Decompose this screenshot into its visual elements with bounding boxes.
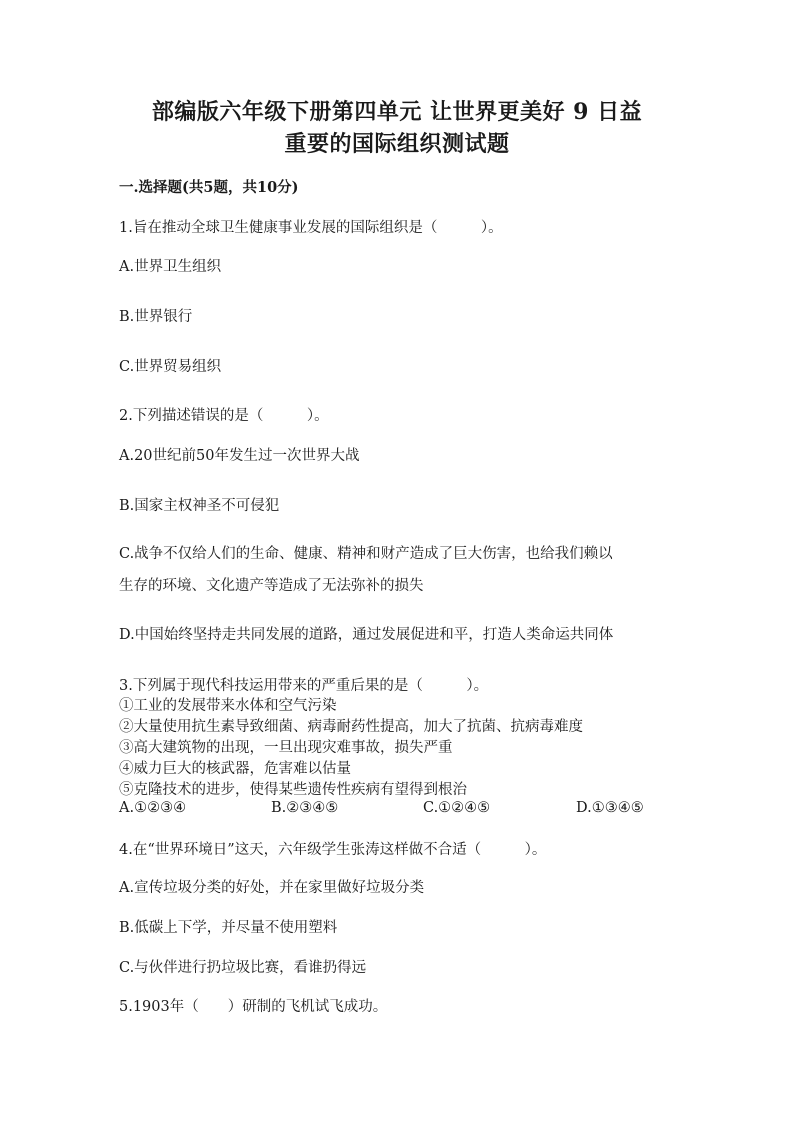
question-2-option-a: A.20世纪前50年发生过一次世界大战 xyxy=(119,448,360,464)
question-1-stem: 1.旨在推动全球卫生健康事业发展的国际组织是（ ）。 xyxy=(119,220,503,236)
question-3-option-a: A.①②③④ xyxy=(119,800,187,816)
question-3-option-b: B.②③④⑤ xyxy=(271,800,339,816)
question-2-option-c-line-1: C.战争不仅给人们的生命、健康、精神和财产造成了巨大伤害，也给我们赖以 xyxy=(119,546,613,562)
question-3-options xyxy=(119,800,679,820)
question-3-option-c: C.①②④⑤ xyxy=(423,800,491,816)
question-2-stem: 2.下列描述错误的是（ ）。 xyxy=(119,408,329,424)
question-1-option-b: B.世界银行 xyxy=(119,309,193,325)
question-3-item-3: ③高大建筑物的出现，一旦出现灾难事故，损失严重 xyxy=(119,740,453,756)
question-3-item-5: ⑤克隆技术的进步，使得某些遗传性疾病有望得到根治 xyxy=(119,782,467,798)
question-3-item-1: ①工业的发展带来水体和空气污染 xyxy=(119,698,337,714)
title-line-1: 部编版六年级下册第四单元 让世界更美好 9 日益 xyxy=(151,99,643,125)
page-title xyxy=(100,96,694,160)
question-5-stem: 5.1903年（ ）研制的飞机试飞成功。 xyxy=(119,999,388,1015)
question-1-option-a: A.世界卫生组织 xyxy=(119,259,222,275)
question-4-stem: 4.在“世界环境日”这天，六年级学生张涛这样做不合适（ ）。 xyxy=(119,842,547,858)
question-3-item-2: ②大量使用抗生素导致细菌、病毒耐药性提高，加大了抗菌、抗病毒难度 xyxy=(119,719,583,735)
question-2-option-c-line-2: 生存的环境、文化遗产等造成了无法弥补的损失 xyxy=(119,578,424,594)
question-2-option-b: B.国家主权神圣不可侵犯 xyxy=(119,498,280,514)
question-4-option-c: C.与伙伴进行扔垃圾比赛，看谁扔得远 xyxy=(119,960,367,976)
question-1-option-c: C.世界贸易组织 xyxy=(119,359,222,375)
question-3-stem: 3.下列属于现代科技运用带来的严重后果的是（ ）。 xyxy=(119,678,489,694)
question-4-option-a: A.宣传垃圾分类的好处，并在家里做好垃圾分类 xyxy=(119,880,425,896)
title-line-2: 重要的国际组织测试题 xyxy=(284,131,510,157)
question-3-item-4: ④威力巨大的核武器，危害难以估量 xyxy=(119,761,351,777)
question-2-option-d: D.中国始终坚持走共同发展的道路，通过发展促进和平，打造人类命运共同体 xyxy=(119,627,614,643)
question-4-option-b: B.低碳上下学，并尽量不使用塑料 xyxy=(119,920,338,936)
section-heading: 一.选择题(共5题，共10分) xyxy=(119,179,299,196)
question-3-option-d: D.①③④⑤ xyxy=(576,800,644,816)
